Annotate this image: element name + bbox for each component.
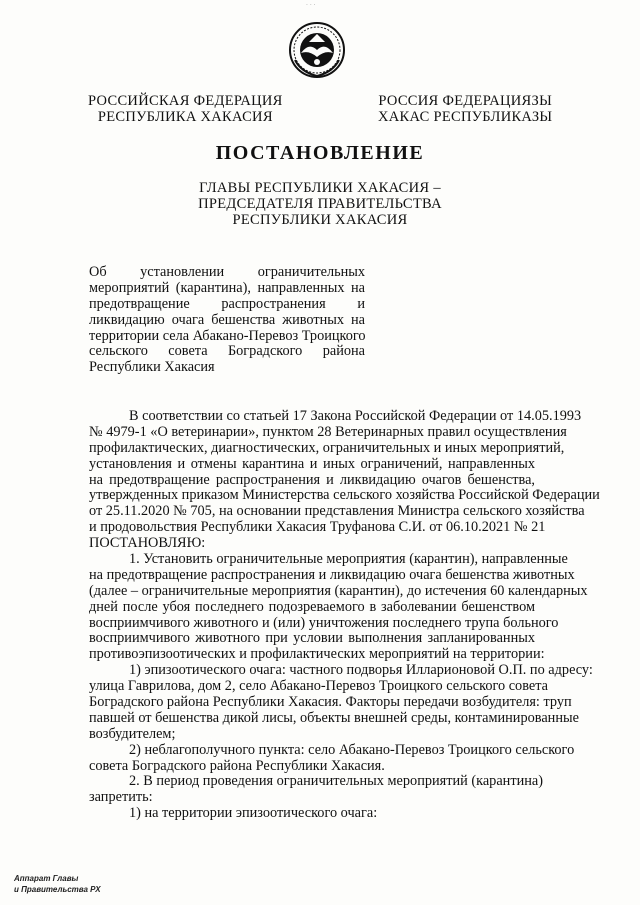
body-line: 2. В период проведения ограничительных мероприятий (карантина) — [129, 773, 543, 790]
header-right-line: РОССИЯ ФЕДЕРАЦИЯЗЫ — [378, 93, 553, 109]
body-line: 2) неблагополучного пункта: село Абакано-Перевоз Троицкого сельского — [129, 741, 575, 758]
subtitle-line: РЕСПУБЛИКИ ХАКАСИЯ — [232, 212, 408, 228]
document-subtitle — [0, 180, 640, 228]
body-line: утвержденных приказом Министерства сельского хозяйства Российской Федерации — [89, 487, 600, 504]
scan-mark: · · · — [306, 2, 316, 9]
body-line: возбудителем; — [89, 725, 176, 742]
document-body — [89, 408, 600, 822]
body-line: восприимчивого животного при условии выполнения запланированных — [89, 630, 535, 647]
subject-line: предотвращение распространения и — [89, 295, 365, 312]
body-line: и продовольствия Республики Хакасия Труфанова С.И. от 06.10.2021 № 21 — [89, 519, 546, 536]
header-right-line: ХАКАС РЕСПУБЛИКАЗЫ — [378, 109, 553, 125]
header-left — [88, 93, 283, 125]
subtitle-line: ГЛАВЫ РЕСПУБЛИКИ ХАКАСИЯ – — [199, 180, 441, 196]
subject-line: Республики Хакасия — [89, 359, 215, 376]
body-line: павшей от бешенства дикой лисы, объекты внешней среды, контаминированные — [89, 709, 579, 726]
subject-line: Об установлении ограничительных — [89, 264, 365, 280]
office-stamp — [14, 873, 101, 895]
subject-line: территории села Абакано-Перевоз Троицкого — [89, 327, 366, 344]
body-line: Боградского района Республики Хакасия. Факторы передачи возбудителя: труп — [89, 694, 572, 711]
body-line: на предотвращение распространения и ликвидацию очага бешенства животных — [89, 566, 575, 583]
body-line: профилактических, диагностических, ограничительных и иных мероприятий, — [89, 439, 565, 456]
body-line: восприимчивого животного и (или) уничтожения последнего трупа больного — [89, 614, 559, 631]
body-line: (далее – ограничительные мероприятия (карантин), до истечения 60 календарных — [89, 582, 588, 599]
subject-line: ликвидацию очага бешенства животных на — [89, 311, 365, 328]
body-line: установления и отмены карантина и иных ограничений, направленных — [89, 455, 535, 472]
body-line: 1) на территории эпизоотического очага: — [129, 805, 378, 822]
subtitle-line: ПРЕДСЕДАТЕЛЯ ПРАВИТЕЛЬСТВА — [198, 196, 442, 212]
body-line: улица Гаврилова, дом 2, село Абакано-Перевоз Троицкого сельского совета — [89, 678, 548, 695]
subject-line: мероприятий (карантина), направленных на — [89, 279, 365, 296]
body-line: В соответствии со статьей 17 Закона Российской Федерации от 14.05.1993 — [129, 408, 582, 424]
body-line: совета Боградского района Республики Хакасия. — [89, 757, 385, 774]
coat-of-arms-emblem — [287, 20, 347, 80]
body-line: противоэпизоотических и профилактических мероприятий на территории: — [89, 646, 545, 663]
stamp-line: и Правительства РХ — [14, 885, 101, 894]
body-line: запретить: — [89, 789, 153, 806]
body-line: от 25.11.2020 № 705, на основании представления Министра сельского хозяйства — [89, 503, 585, 520]
body-line: на предотвращение распространения и ликвидацию очагов бешенства, — [89, 471, 535, 488]
body-line: 1. Установить ограничительные мероприятия (карантин), направленные — [129, 551, 568, 568]
document-title: ПОСТАНОВЛЕНИЕ — [215, 142, 425, 164]
stamp-line: Аппарат Главы — [14, 874, 79, 883]
subject-block — [89, 265, 365, 376]
header-left-line: РЕСПУБЛИКА ХАКАСИЯ — [97, 109, 273, 125]
body-line: ПОСТАНОВЛЯЮ: — [89, 535, 206, 552]
subject-line: сельского совета Боградского района — [89, 343, 365, 360]
body-line: 1) эпизоотического очага: частного подворья Илларионовой О.П. по адресу: — [129, 662, 593, 679]
header-left-line: РОССИЙСКАЯ ФЕДЕРАЦИЯ — [88, 93, 283, 109]
body-line: дней после убоя последнего подозреваемого в заболевании бешенством — [89, 598, 535, 615]
body-line: № 4979-1 «О ветеринарии», пунктом 28 Ветеринарных правил осуществления — [89, 423, 567, 440]
header-right — [378, 93, 552, 125]
